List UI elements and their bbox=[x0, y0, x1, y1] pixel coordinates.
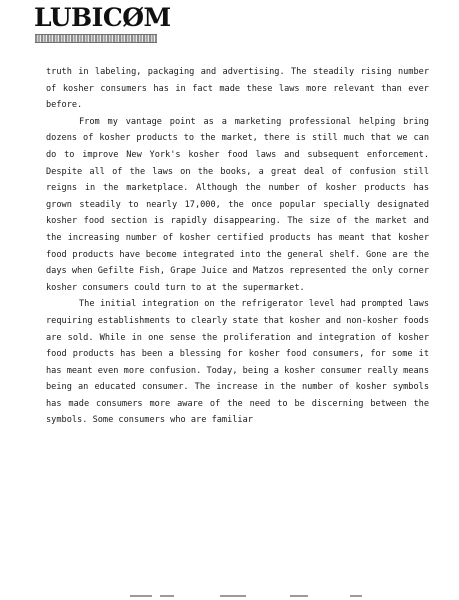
letterhead-logo bbox=[34, 3, 171, 44]
scan-mark bbox=[220, 595, 246, 597]
distressed-tagline-icon bbox=[35, 34, 157, 43]
letter-body bbox=[46, 64, 429, 429]
scan-mark bbox=[290, 595, 308, 597]
scan-mark bbox=[160, 595, 174, 597]
scan-mark bbox=[350, 595, 362, 597]
paragraph-1: truth in labeling, packaging and advertising. The steadily rising number of kosher consumers has in fact made these laws more relevant than ever before. bbox=[46, 67, 429, 111]
logo-wordmark: LUBICØM bbox=[34, 3, 171, 32]
paragraph-2: From my vantage point as a marketing professional helping bring dozens of kosher products to the market, there is still much that we can do to improve New York's kosher food laws and subsequent enforcement. Despite all of the laws on the books, a great deal of confusion still reigns in the marketplace. Although the number of kosher products has grown steadily to nearly 17,000, the once popular specially designated kosher food section is rapidly disappearing. The size of the market and the increasing number of kosher certified products has meant that kosher food products have become integrated into the general shelf. Gone are the days when Gefilte Fish, Grape Juice and Matzos represented the only corner kosher consumers could turn to at the supermarket. bbox=[46, 116, 429, 293]
scan-artifact-marks bbox=[60, 593, 420, 597]
scan-mark bbox=[130, 595, 152, 597]
paragraph-3: The initial integration on the refrigerator level had prompted laws requiring establishments to clearly state that kosher and non-kosher foods are sold. While in one sense the proliferation and integration of kosher food products has been a blessing for kosher food consumers, for some it has meant even more confusion. Today, being a kosher consumer really means being an educated consumer. The increase in the number of kosher symbols has made consumers more aware of the need to be discerning between the symbols. Some consumers who are familiar bbox=[46, 299, 429, 426]
